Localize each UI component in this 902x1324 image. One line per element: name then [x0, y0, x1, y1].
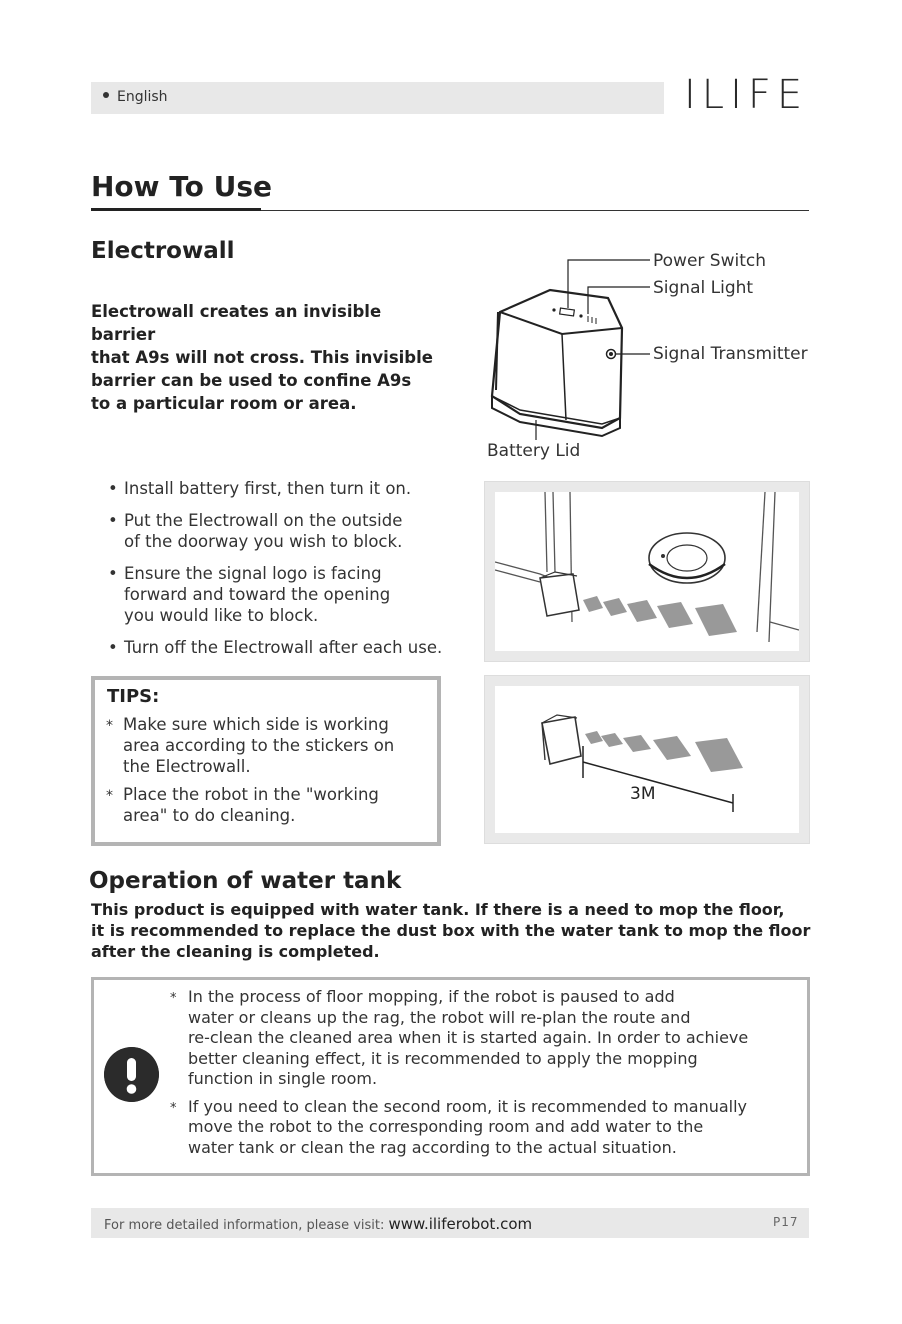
title-underline	[261, 210, 809, 211]
tip-item	[104, 714, 424, 777]
instruction-item	[108, 510, 478, 552]
signal-beam-segment	[583, 596, 603, 612]
signal-beam-segment	[627, 600, 657, 622]
signal-beam-segment	[603, 598, 627, 616]
range-scene	[495, 686, 799, 833]
electrowall-device-small	[542, 717, 581, 764]
device-body-outline	[492, 290, 622, 428]
title-underline-accent	[91, 208, 261, 211]
page-title: How To Use	[91, 170, 273, 203]
notice-item	[170, 987, 800, 1090]
tips-title: TIPS:	[107, 686, 160, 707]
instruction-item	[108, 637, 478, 658]
notice-line: water or cleans up the rag, the robot will re-plan the route and	[188, 1007, 691, 1027]
intro-line: barrier can be used to confine A9s	[91, 371, 412, 390]
brand-logo: ILIFE	[684, 72, 809, 118]
tips-list	[104, 714, 424, 833]
doorway-illustration-canvas	[495, 492, 799, 651]
footer-label: For more detailed information, please visit:	[104, 1218, 385, 1233]
electrowall-device-diagram	[480, 250, 670, 450]
notice-list	[170, 987, 800, 1165]
notice-line: move the robot to the corresponding room and add water to the	[188, 1117, 704, 1136]
bullet-dot	[103, 92, 109, 98]
electrowall-device-small	[540, 574, 579, 616]
signal-beam-segment	[623, 735, 651, 752]
exclamation-icon	[104, 1047, 159, 1102]
notice-line: * If you need to clean the second room, it is recommended to manually	[188, 1096, 748, 1116]
page-number: P17	[773, 1215, 799, 1229]
doorway-scene	[495, 492, 799, 651]
notice-item	[170, 1097, 800, 1159]
instruction-item	[108, 563, 478, 626]
range-illustration-canvas	[495, 686, 799, 833]
notice-line: re-clean the cleaned area when it is started again. In order to achieve	[188, 1028, 749, 1047]
language-text: English	[117, 89, 168, 105]
tip-line: area according to the stickers on	[123, 736, 395, 755]
signal-light-dot	[579, 314, 582, 317]
signal-beam-segment	[657, 602, 693, 628]
header-bar	[91, 82, 664, 114]
notice-line: * In the process of floor mopping, if the robot is paused to add	[188, 987, 675, 1006]
instruction-line: • Ensure the signal logo is facing	[124, 564, 382, 583]
label-signal-transmitter: Signal Transmitter	[653, 344, 808, 364]
instruction-line: • Install battery first, then turn it on.	[124, 479, 412, 498]
signal-beam-segment	[653, 736, 691, 760]
instruction-line: forward and toward the opening	[124, 585, 391, 604]
label-signal-light: Signal Light	[653, 278, 754, 298]
label-battery-lid: Battery Lid	[487, 441, 581, 461]
notice-line: better cleaning effect, it is recommended to apply the mopping	[188, 1048, 698, 1068]
tip-line: * Place the robot in the "working	[123, 785, 379, 804]
signal-beam-segment	[695, 604, 737, 636]
door-frame-left	[545, 492, 547, 572]
water-tank-body	[91, 899, 821, 962]
notice-line: function in single room.	[188, 1069, 378, 1088]
signal-beam-segment	[585, 731, 603, 744]
language-label	[103, 89, 168, 105]
instruction-line: • Turn off the Electrowall after each use.	[124, 638, 443, 657]
distance-label: 3M	[630, 784, 656, 804]
intro-line: Electrowall creates an invisible barrier	[91, 302, 382, 344]
footer-link[interactable]: www.iliferobot.com	[388, 1215, 533, 1233]
instruction-item	[108, 478, 478, 499]
intro-line: to a particular room or area.	[91, 394, 357, 413]
electrowall-intro	[91, 300, 451, 415]
intro-line: that A9s will not cross. This invisible	[91, 348, 433, 367]
signal-beam-segment	[695, 738, 743, 772]
water-tank-heading: Operation of water tank	[89, 868, 402, 894]
tip-line: the Electrowall.	[123, 757, 251, 776]
body-line: after the cleaning is completed.	[91, 942, 380, 961]
door-frame-left-inner	[553, 492, 555, 572]
body-line: This product is equipped with water tank. If there is a need to mop the floor,	[91, 900, 785, 919]
door-frame-right-inner	[769, 492, 775, 642]
indicator-dot	[552, 308, 555, 311]
range-illustration	[484, 675, 810, 844]
signal-beam-segment	[601, 733, 623, 747]
body-line: it is recommended to replace the dust box with the water tank to mop the floor	[91, 921, 811, 940]
footer-text	[104, 1215, 532, 1233]
tip-line: * Make sure which side is working	[123, 715, 389, 734]
instruction-line: you would like to block.	[124, 606, 319, 625]
electrowall-heading: Electrowall	[91, 238, 235, 264]
tip-item	[104, 784, 424, 826]
tip-line: area" to do cleaning.	[123, 806, 296, 825]
floor-edge	[770, 622, 799, 630]
doorway-illustration	[484, 481, 810, 662]
notice-line: water tank or clean the rag according to the actual situation.	[188, 1137, 677, 1157]
door-frame-right	[757, 492, 765, 632]
robot-button	[661, 554, 665, 558]
robot-vacuum	[649, 533, 725, 583]
electrowall-instructions	[108, 478, 478, 669]
signal-transmitter-core	[609, 352, 613, 356]
instruction-line: • Put the Electrowall on the outside	[124, 511, 403, 530]
label-power-switch: Power Switch	[653, 251, 767, 271]
instruction-line: of the doorway you wish to block.	[124, 532, 403, 551]
